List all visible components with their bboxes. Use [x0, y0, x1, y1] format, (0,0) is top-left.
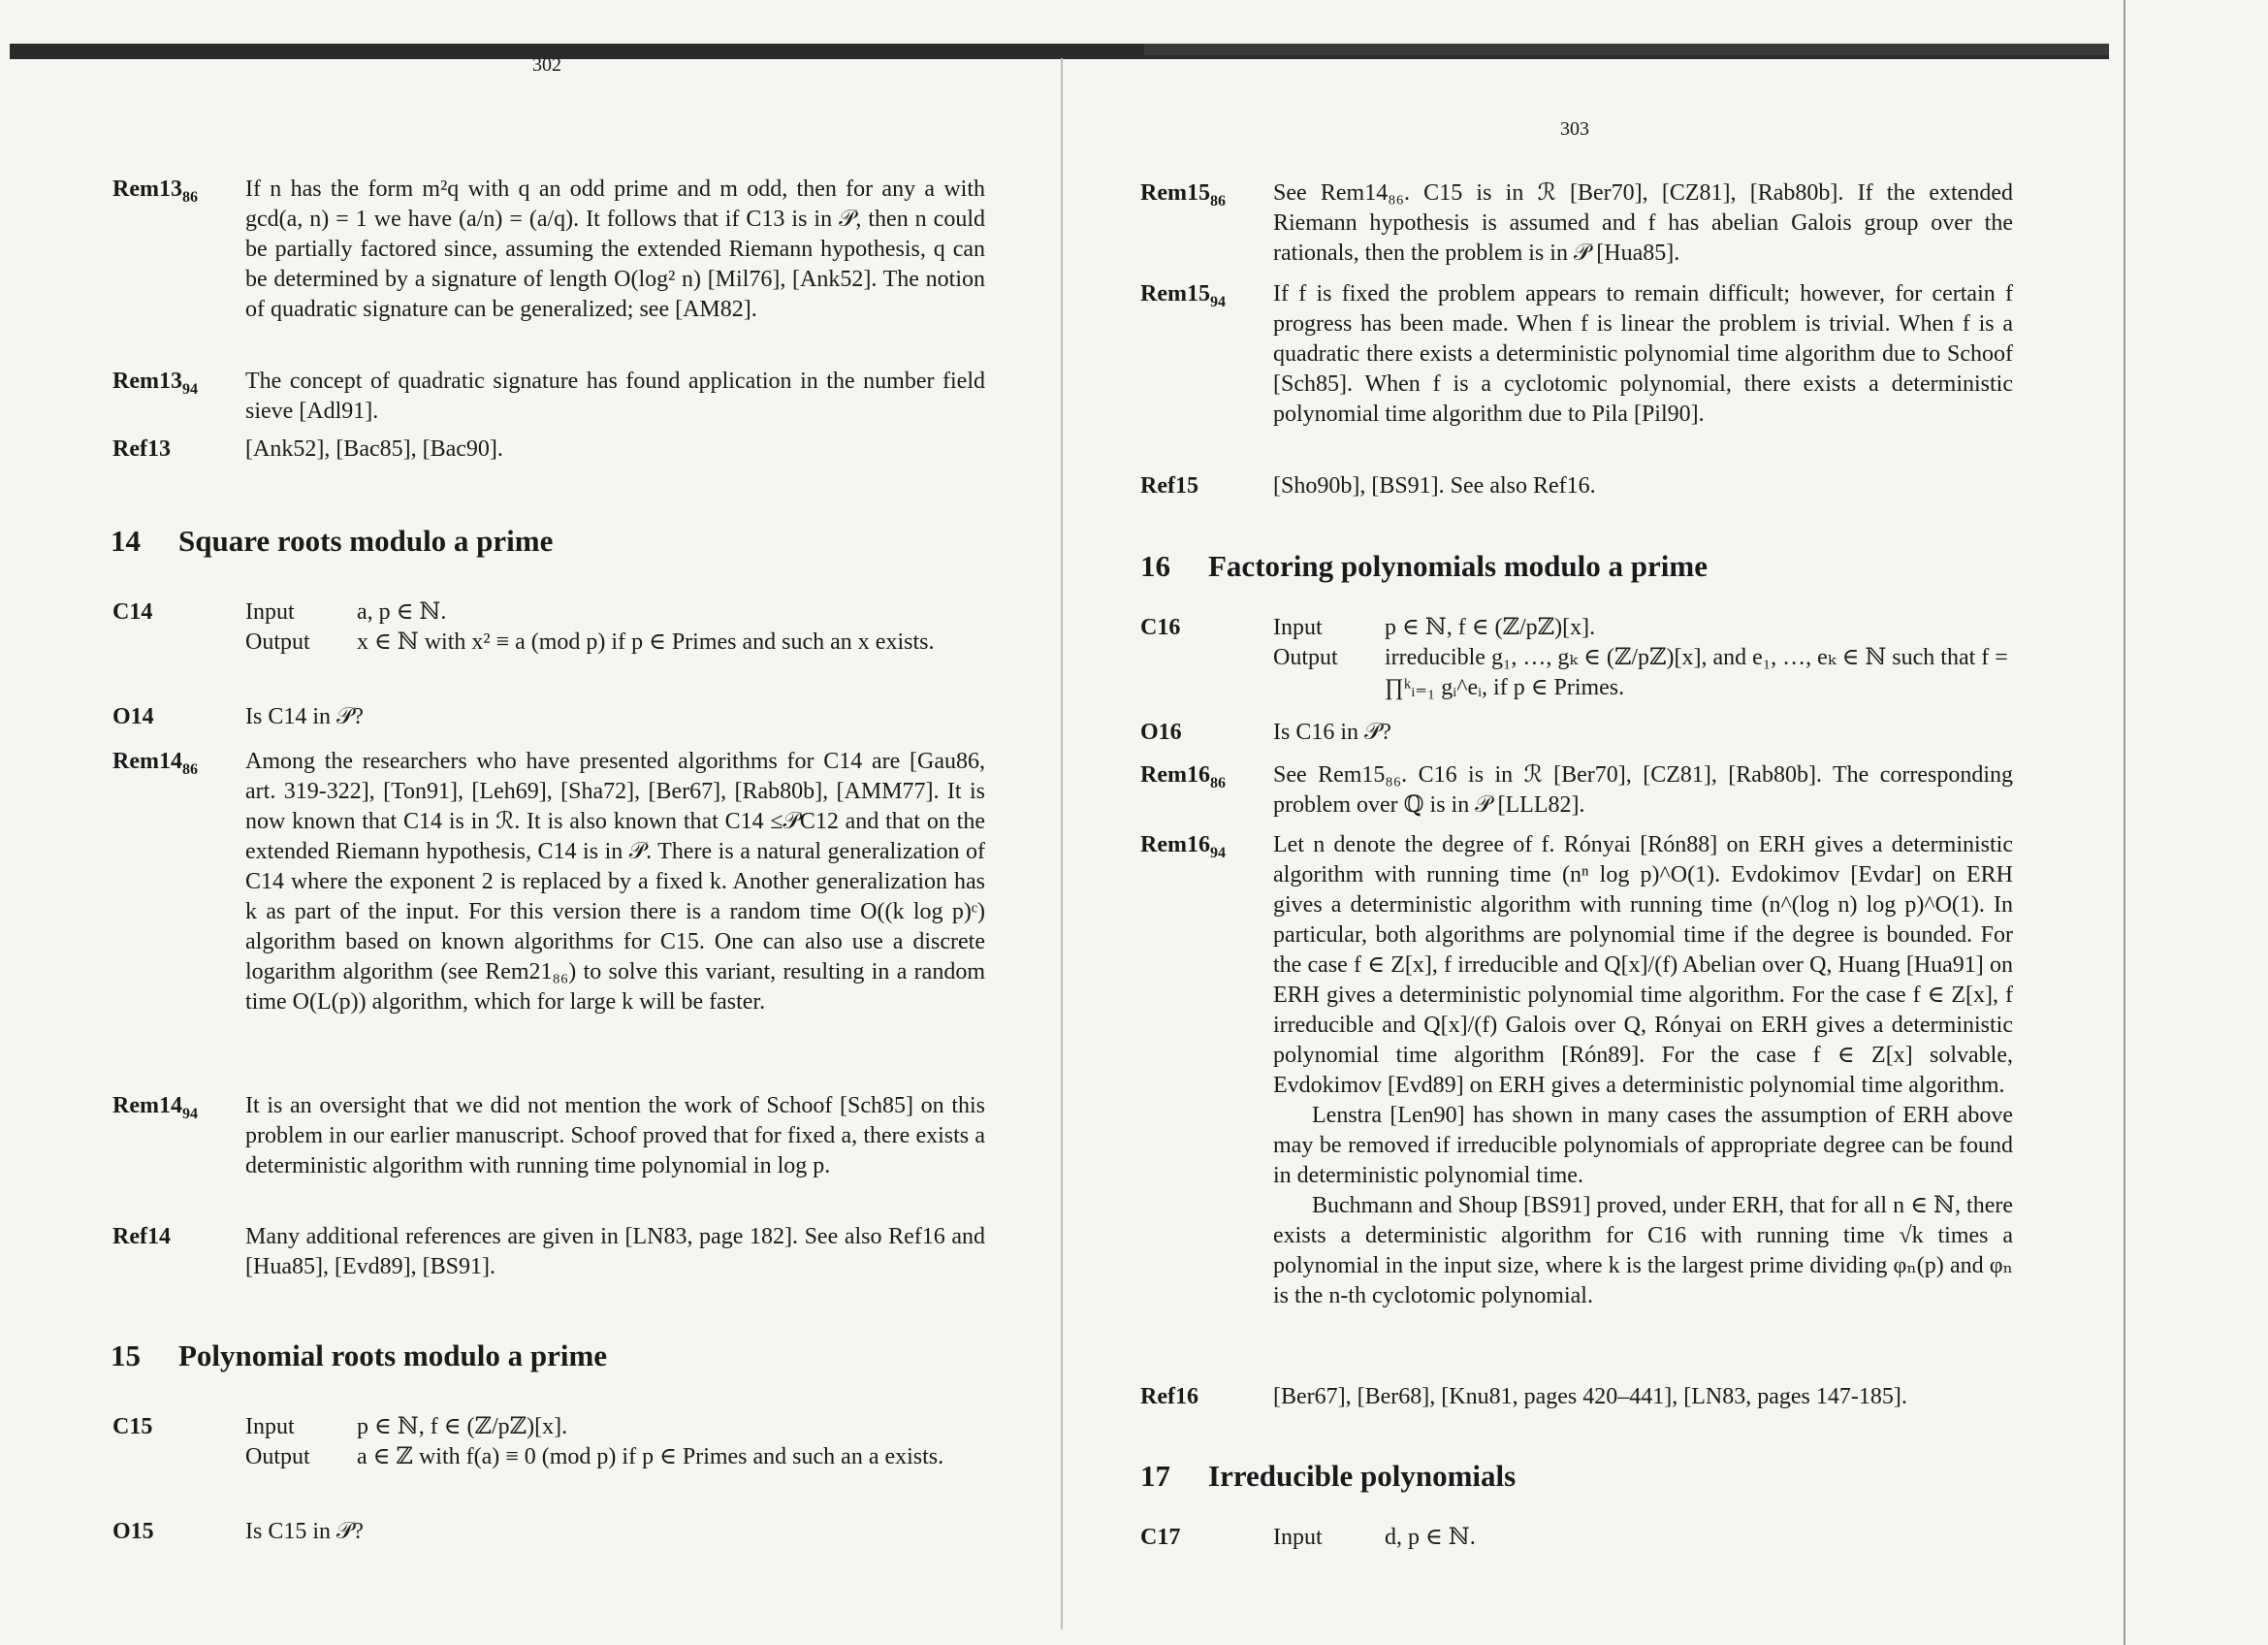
page-number: 303 [1560, 118, 1589, 140]
entry-text: Many additional references are given in [LN83, page 182]. See also Ref16 and [Hua85], [Evd89], [BS91]. [245, 1224, 985, 1279]
entry-ref14 [112, 1222, 985, 1282]
section-number: 17 [1140, 1459, 1170, 1493]
section-title: Factoring polynomials modulo a prime [1208, 549, 1708, 583]
entry-label-sub: 94 [181, 380, 198, 398]
input-label: Input [245, 599, 295, 625]
entry-rem13-94 [112, 367, 985, 427]
entry-text: Among the researchers who have presented algorithms for C14 are [Gau86, art. 319-322], [Ton91], [Leh69], [Sha72], [Ber67], [Rab80b], [AMM77]. It is now known that C14 is in ℛ. It is also known that C14 ≤𝒫C12 and that on the extended Riemann hypothesis, C14 is in 𝒫. There is a natural generalization of C14 where the exponent 2 is replaced by a fixed k. Another generalization has k as part of the input. For this version there is a random time O((k log p)ᶜ) algorithm based on known algorithms for C15. One can also use a discrete logarithm algorithm (see Rem21₈₆) to solve this variant, resulting in a random time O(L(p)) algorithm, which for large k will be faster. [245, 749, 985, 1015]
input-output-block [245, 597, 934, 658]
entry-c14 [112, 597, 985, 658]
entry-c15 [112, 1412, 985, 1472]
scan-top-edge-right [1144, 44, 2109, 55]
input-value: p ∈ ℕ, f ∈ (ℤ/pℤ)[x]. [357, 1414, 568, 1439]
entry-text: [Ank52], [Bac85], [Bac90]. [245, 436, 503, 462]
entry-rem16-94 [1140, 830, 2013, 1311]
entry-text: [Sho90b], [BS91]. See also Ref16. [1273, 473, 1596, 499]
entry-text: Is C15 in 𝒫? [245, 1519, 364, 1544]
entry-label: Rem15 [1140, 180, 1210, 206]
entry-label: C14 [112, 599, 153, 625]
section-number: 14 [111, 524, 141, 558]
entry-label: Ref16 [1140, 1384, 1198, 1409]
section-heading-15 [111, 1339, 607, 1373]
entry-o15 [112, 1517, 985, 1547]
entry-label: Rem16 [1140, 762, 1210, 788]
entry-label-sub: 94 [1209, 293, 1226, 310]
section-number: 15 [111, 1339, 141, 1372]
entry-label-sub: 86 [181, 760, 198, 778]
input-output-block [1273, 613, 2013, 703]
entry-text: If n has the form m²q with q an odd prime and m odd, then for any a with gcd(a, n) = 1 we have (a/n) = (a/q). It follows that if C13 is in 𝒫, then n could be partially factored since, assuming the extended Riemann hypothesis, q can be determined by a signature of length O(log² n) [Mil76], [Ank52]. The notion of quadratic signature can be generalized; see [AM82]. [245, 177, 985, 322]
entry-ref15 [1140, 471, 2013, 501]
entry-rem16-86 [1140, 760, 2013, 821]
input-value: d, p ∈ ℕ. [1385, 1525, 1476, 1550]
input-output-block [245, 1412, 943, 1472]
entry-rem15-94 [1140, 279, 2013, 430]
entry-text: Is C14 in 𝒫? [245, 704, 364, 729]
entry-label: C17 [1140, 1525, 1181, 1550]
entry-text: Is C16 in 𝒫? [1273, 720, 1391, 745]
entry-label: O14 [112, 704, 154, 729]
entry-o14 [112, 702, 985, 732]
input-value: a, p ∈ ℕ. [357, 599, 447, 625]
input-label: Input [245, 1414, 295, 1439]
input-label: Input [1273, 1525, 1323, 1550]
entry-label: Ref13 [112, 436, 171, 462]
entry-c16 [1140, 613, 2013, 703]
entry-label-sub: 94 [1209, 844, 1226, 861]
entry-text: If f is fixed the problem appears to remain difficult; however, for certain f progress has been made. When f is linear the problem is trivial. When f is a quadratic there exists a deterministic polynomial time algorithm due to Schoof [Sch85]. When f is a cyclotomic polynomial, there exists a deterministic polynomial time algorithm due to Pila [Pil90]. [1273, 281, 2013, 427]
entry-label: Rem14 [112, 1093, 182, 1118]
section-title: Polynomial roots modulo a prime [178, 1339, 608, 1372]
section-heading-17 [1140, 1459, 1516, 1494]
entry-o16 [1140, 718, 2013, 748]
entry-label: O16 [1140, 720, 1182, 745]
entry-label: C15 [112, 1414, 153, 1439]
entry-label-sub: 86 [1209, 192, 1226, 210]
section-title: Square roots modulo a prime [178, 524, 554, 558]
entry-label: Rem14 [112, 749, 182, 774]
section-title: Irreducible polynomials [1208, 1459, 1517, 1493]
section-heading-16 [1140, 549, 1708, 584]
input-value: p ∈ ℕ, f ∈ (ℤ/pℤ)[x]. [1385, 615, 1596, 640]
input-output-block [1273, 1523, 1476, 1553]
entry-text: It is an oversight that we did not mention the work of Schoof [Sch85] on this problem in our earlier manuscript. Schoof proved that for fixed a, there exists a deterministic algorithm with running time polynomial in log p. [245, 1093, 985, 1178]
entry-label-sub: 94 [181, 1105, 198, 1122]
entry-label: Rem16 [1140, 832, 1210, 857]
paragraph: Lenstra [Len90] has shown in many cases the assumption of ERH above may be removed if irreducible polynomials of appropriate degree can be found in deterministic polynomial time. [1273, 1103, 2013, 1188]
entry-text: See Rem14₈₆. C15 is in ℛ [Ber70], [CZ81], [Rab80b]. If the extended Riemann hypothesis is assumed and f has abelian Galois group over the rationals, then the problem is in 𝒫 [Hua85]. [1273, 180, 2013, 266]
entry-text: The concept of quadratic signature has found application in the number field sieve [Adl91]. [245, 369, 985, 424]
output-value: a ∈ ℤ with f(a) ≡ 0 (mod p) if p ∈ Primes and such an a exists. [357, 1444, 944, 1469]
scan-right-edge [2124, 0, 2125, 1645]
entry-label: C16 [1140, 615, 1181, 640]
entry-label: Rem13 [112, 177, 182, 202]
output-label: Output [245, 1444, 310, 1469]
paragraph: Buchmann and Shoup [BS91] proved, under ERH, that for all n ∈ ℕ, there exists a deterministic algorithm for C16 with running time √k times a polynomial in the input size, where k is the largest prime dividing φₙ(p) and φₙ is the n-th cyclotomic polynomial. [1273, 1193, 2013, 1308]
paragraph: Let n denote the degree of f. Rónyai [Rón88] on ERH gives a deterministic algorithm with running time (nⁿ log p)^O(1). Evdokimov [Evdar] on ERH gives a deterministic algorithm with running time (n^(log n) log p)^O(1). In particular, both algorithms are polynomial time if the degree is bounded. For the case f ∈ Z[x], f irreducible and Q[x]/(f) Abelian over Q, Huang [Hua91] on ERH gives a deterministic polynomial time algorithm. For the case f ∈ Z[x], f irreducible and Q[x]/(f) Galois over Q, Rónyai on ERH gives a deterministic polynomial time algorithm [Rón89]. For the case f ∈ Z[x] solvable, Evdokimov [Evd89] on ERH gives a deterministic polynomial time algorithm. [1273, 832, 2013, 1098]
output-value: irreducible g₁, …, gₖ ∈ (ℤ/pℤ)[x], and e₁, …, eₖ ∈ ℕ such that f = ∏ᵏᵢ₌₁ gᵢ^eᵢ, if p ∈ Primes. [1385, 645, 2008, 700]
entry-label: Rem13 [112, 369, 182, 394]
entry-label: Ref14 [112, 1224, 171, 1249]
output-label: Output [1273, 645, 1338, 670]
entry-label-sub: 86 [181, 188, 198, 206]
entry-ref16 [1140, 1382, 2013, 1412]
entry-rem13-86 [112, 175, 985, 325]
entry-rem14-86 [112, 747, 985, 1017]
entry-label: Rem15 [1140, 281, 1210, 306]
entry-c17 [1140, 1523, 2013, 1553]
output-value: x ∈ ℕ with x² ≡ a (mod p) if p ∈ Primes and such an x exists. [357, 629, 935, 655]
output-label: Output [245, 629, 310, 655]
input-label: Input [1273, 615, 1323, 640]
entry-ref13 [112, 435, 985, 465]
page-number: 302 [532, 54, 561, 76]
entry-label: Ref15 [1140, 473, 1198, 499]
section-heading-14 [111, 524, 553, 559]
entry-rem14-94 [112, 1091, 985, 1181]
entry-rem15-86 [1140, 178, 2013, 269]
section-number: 16 [1140, 549, 1170, 583]
entry-text: [Ber67], [Ber68], [Knu81, pages 420–441], [LN83, pages 147-185]. [1273, 1384, 1907, 1409]
book-gutter [1061, 58, 1063, 1629]
entry-label: O15 [112, 1519, 154, 1544]
entry-text: See Rem15₈₆. C16 is in ℛ [Ber70], [CZ81], [Rab80b]. The corresponding problem over ℚ is in 𝒫 [LLL82]. [1273, 762, 2013, 818]
entry-label-sub: 86 [1209, 774, 1226, 791]
